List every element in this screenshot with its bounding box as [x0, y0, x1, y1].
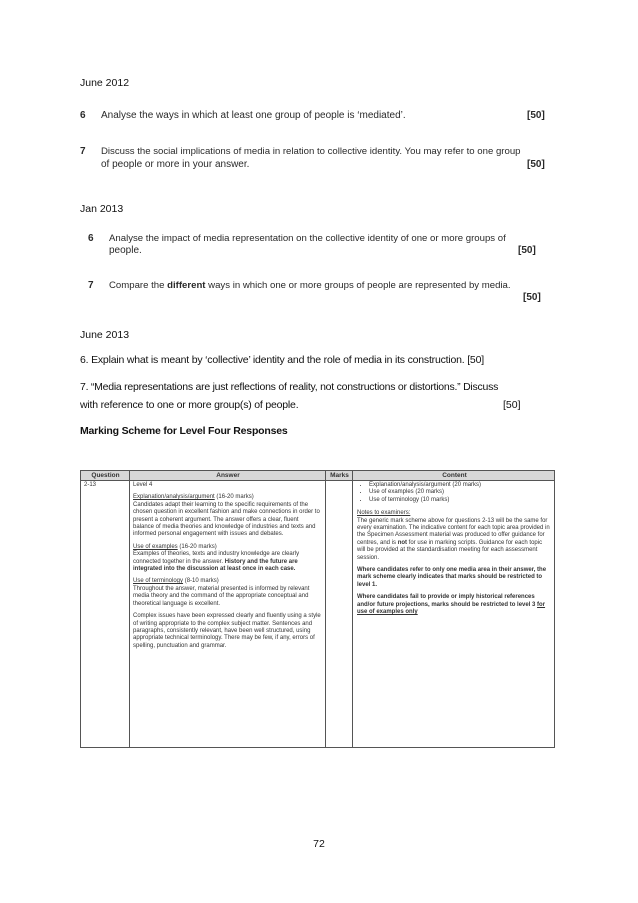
question-text-line2: people.: [109, 245, 142, 256]
question-text: Analyse the ways in which at least one group of people is ‘mediated’.: [101, 110, 406, 121]
jan-2013-questions-scan: [88, 233, 548, 308]
col-header-content: Content: [353, 471, 555, 481]
heading-jan-2013: Jan 2013: [80, 203, 124, 215]
level-label: Level 4: [133, 482, 153, 488]
content-bullet-list: [357, 482, 551, 504]
question-marks: [50]: [527, 110, 545, 121]
june-2013-question-7-line1: 7. “Media representations are just reflections of reality, not constructions or distortions.” Discuss: [80, 381, 499, 393]
question-range: 2-13: [84, 482, 97, 488]
answer-section-marks: (16-20 marks): [177, 543, 217, 550]
question-marks: [50]: [523, 292, 541, 303]
answer-section-text: Examples of theories, texts and industry knowledge are clearly connected together in the answer.: [133, 551, 300, 565]
question-marks: [50]: [527, 159, 545, 170]
col-header-question: Question: [81, 471, 130, 481]
notes-bold: not: [397, 539, 408, 546]
question-text-line2: of people or more in your answer.: [101, 159, 250, 170]
answer-section-text: Complex issues have been expressed clearly and fluently using a style of writing appropriate to the complex subject matter. Sentences and paragraphs, consistently relevant, have been well structured, using appropriate technical terminology. There may be few, if any, errors of spelling, punctuation and grammar.: [133, 613, 321, 649]
june-2013-question-7-line2: with reference to one or more group(s) of people.: [80, 399, 299, 411]
june-2013-question-7-marks: [50]: [503, 399, 521, 411]
question-number: 7: [88, 280, 94, 291]
answer-section-bold-text: History and the future are integrated into the discussion at least once in each case.: [133, 558, 298, 573]
marking-scheme-heading: Marking Scheme for Level Four Responses: [80, 425, 288, 437]
answer-cell: [133, 482, 321, 655]
column-divider: [325, 471, 326, 747]
question-text-pre: Compare the: [109, 280, 168, 291]
list-item: • Use of examples (20 marks): [369, 489, 551, 496]
list-item: • Explanation/analysis/argument (20 marks): [369, 482, 551, 489]
question-text-line1: Discuss the social implications of media in relation to collective identity. You may refer to one group: [101, 146, 521, 157]
question-text-line1: Analyse the impact of media representation on the collective identity of one or more groups of: [109, 233, 506, 244]
question-text-bold: different: [167, 280, 206, 291]
content-rule: Where candidates refer to only one media area in their answer, the mark scheme clearly indicates that marks should be restricted to level 1.: [357, 567, 547, 588]
question-marks: [50]: [518, 245, 536, 256]
june-2013-question-6: 6. Explain what is meant by ‘collective’ identity and the role of media in its construction. [50]: [80, 354, 484, 366]
question-number: 6: [80, 110, 86, 121]
content-rule: Where candidates fail to provide or imply historical references and/or future projections, marks should be restricted to level 3: [357, 594, 538, 608]
heading-june-2013: June 2013: [80, 329, 130, 341]
answer-section-title: Explanation/analysis/argument: [133, 494, 215, 501]
heading-june-2012: June 2012: [80, 77, 130, 89]
col-header-marks: Marks: [326, 471, 353, 481]
marking-scheme-table: [80, 470, 555, 748]
question-text-post: ways in which one or more groups of people are represented by media.: [205, 280, 511, 291]
column-divider: [129, 471, 130, 747]
answer-section-title: Use of examples: [133, 543, 178, 550]
content-rule-underlined: for use of examples only: [357, 601, 546, 616]
question-number: 7: [80, 146, 86, 157]
june-2012-questions-scan: [80, 108, 550, 188]
content-cell: [357, 482, 551, 622]
notes-text: for use in marking scripts. Guidance for each topic will be provided at the standardisation meeting for each assessment session.: [357, 539, 543, 561]
answer-section-marks: (16-20 marks): [214, 494, 254, 501]
list-item: • Use of terminology (10 marks): [369, 497, 551, 504]
notes-title: Notes to examiners:: [357, 510, 411, 517]
page-number: 72: [313, 838, 325, 850]
answer-section-text: Candidates adapt their learning to the specific requirements of the chosen question in excellent fashion and make connections in order to present a coherent argument. The answer offers a clear, fluent balance of media theories and knowledge of industries and texts and informed personal engagement with issues and debates.: [133, 501, 320, 538]
col-header-answer: Answer: [130, 471, 326, 481]
question-number: 6: [88, 233, 94, 244]
answer-section-marks: (8-10 marks): [183, 578, 219, 585]
answer-section-title: Use of terminology: [133, 578, 184, 585]
answer-section-text: Throughout the answer, material presented is informed by relevant media theory and the command of the appropriate conceptual and theoretical language is excellent.: [133, 585, 310, 607]
column-divider: [352, 471, 353, 747]
notes-text: The generic mark scheme above for questions 2-13 will be the same for every examination. The indicative content for each topic area provided in the Specimen Assessment material was produced to offer guidance for centres, and is: [357, 517, 550, 546]
question-text: [109, 280, 511, 293]
